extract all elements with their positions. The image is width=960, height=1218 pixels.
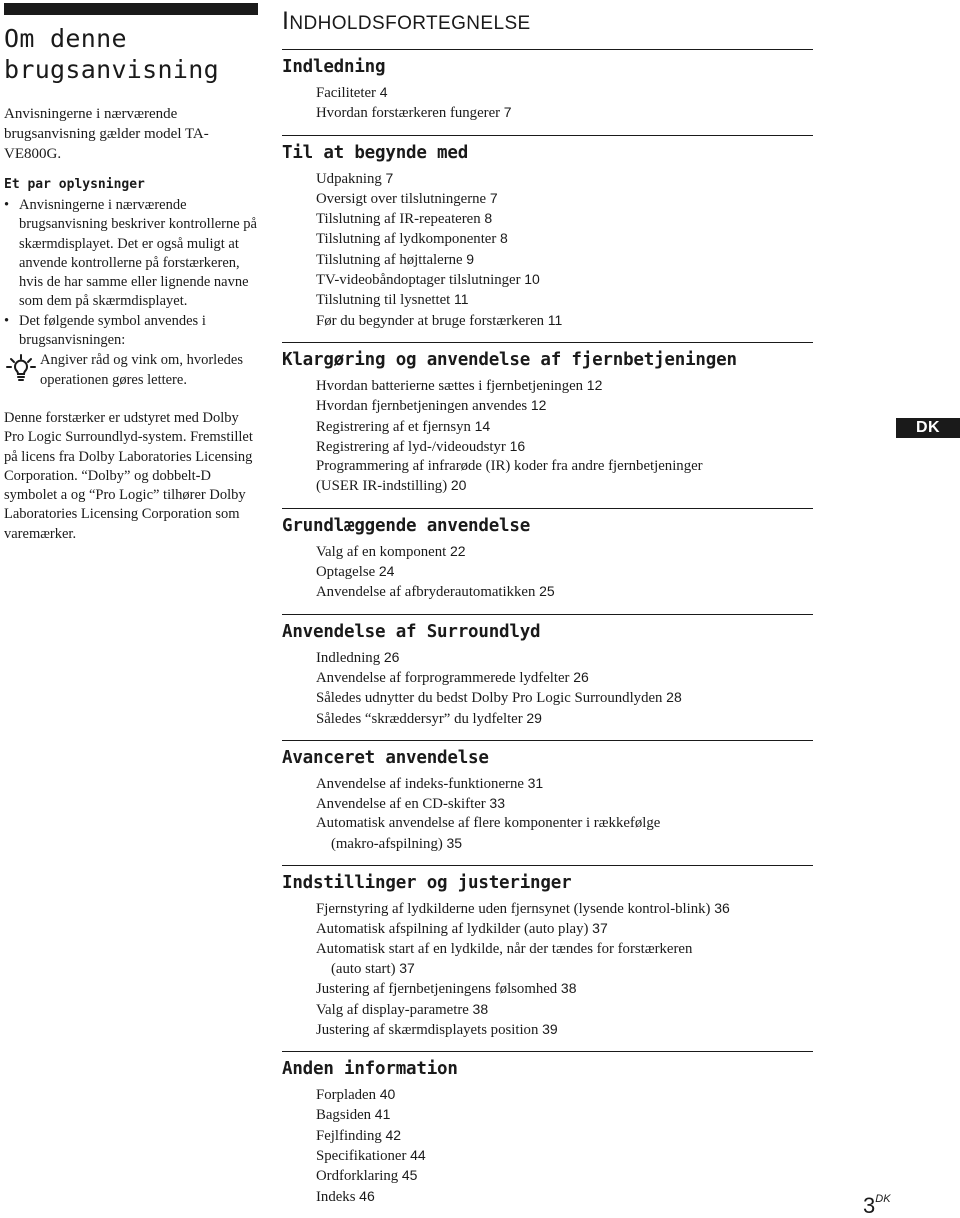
- toc-column: [282, 0, 813, 1207]
- toc-entry-title: Automatisk afspilning af lydkilder (auto play): [316, 921, 593, 938]
- toc-entries: [316, 774, 813, 854]
- toc-entry-title: Tilslutning af IR-repeateren: [316, 211, 485, 228]
- toc-entry-title: Registrering af lyd-/videoudstyr: [316, 438, 510, 455]
- toc-entry-title: Hvordan forstærkeren fungerer: [316, 105, 504, 122]
- toc-entry-page: 40: [379, 1086, 396, 1103]
- toc-entry-title: Indledning: [316, 649, 384, 666]
- toc-entry-page: 35: [446, 834, 463, 851]
- toc-entry-page: 8: [484, 210, 493, 227]
- toc-entry: [316, 899, 813, 919]
- section-heading: Klargøring og anvendelse af fjernbetjeningen: [282, 349, 737, 370]
- toc-entry-title: Anvendelse af forprogrammerede lydfelter: [316, 669, 574, 686]
- toc-entry: [316, 103, 813, 123]
- toc-entry: [316, 1126, 813, 1146]
- toc-entries: [316, 899, 813, 1040]
- toc-entry-title: (auto start): [331, 960, 400, 977]
- toc-entry-title: Automatisk anvendelse af flere komponenter i rækkefølge: [316, 815, 661, 832]
- section-heading: Indstillinger og justeringer: [282, 873, 572, 894]
- toc-entry: [316, 1105, 813, 1125]
- page-number-value: 3: [863, 1193, 876, 1218]
- toc-entry: [316, 1187, 813, 1207]
- tip-symbol-row: [4, 351, 258, 390]
- toc-entry-page: 25: [539, 583, 555, 600]
- toc-entry: [316, 1085, 813, 1105]
- title-line-2: brugsanvisning: [4, 55, 219, 84]
- toc-entry: [316, 562, 813, 582]
- toc-entry: [316, 270, 813, 290]
- toc-entry: [316, 417, 813, 437]
- toc-entry-page: 7: [489, 189, 498, 206]
- toc-entry-title: Ordforklaring: [316, 1168, 402, 1185]
- language-tab: DK: [896, 418, 960, 438]
- toc-entry-title: Faciliteter: [316, 85, 380, 101]
- page-title: [4, 23, 258, 85]
- toc-entry-title: Tilslutning af højttalerne: [316, 251, 467, 268]
- toc-entry-page: 33: [489, 795, 505, 812]
- toc-entry-page: 37: [592, 920, 608, 937]
- toc-entries: [316, 169, 813, 331]
- toc-entry-title: Optagelse: [316, 564, 379, 581]
- title-line-1: Om denne: [4, 24, 127, 53]
- toc-entry-title: Bagsiden: [316, 1107, 375, 1124]
- toc-section: [282, 342, 813, 497]
- toc-entry-title: Fjernstyring af lydkilderne uden fjernsynet (lysende kontrol-blink): [316, 901, 715, 918]
- toc-entry-title: Anvendelse af en CD-skifter: [316, 796, 490, 813]
- toc-entry-title: Tilslutning af lydkomponenter: [316, 231, 500, 248]
- toc-entry: [316, 476, 813, 496]
- toc-entry-page: 12: [530, 397, 547, 414]
- toc-entry-title: Før du begynder at bruge forstærkeren: [316, 312, 548, 329]
- toc-entry-title: Oversigt over tilslutningerne: [316, 190, 490, 207]
- toc-entry: [316, 229, 813, 249]
- toc-section: [282, 865, 813, 1040]
- toc-entry: [316, 709, 813, 729]
- title-bar: [4, 3, 258, 15]
- section-heading: Anden information: [282, 1059, 458, 1080]
- toc-entry-page: 38: [560, 980, 577, 997]
- toc-entry-title: Justering af skærmdisplayets position: [316, 1021, 543, 1038]
- notes-heading: Et par oplysninger: [4, 177, 145, 192]
- toc-entry: [316, 250, 813, 270]
- toc-entry-page: 20: [450, 477, 467, 494]
- toc-section: [282, 135, 813, 331]
- toc-entry-page: 45: [401, 1167, 418, 1184]
- toc-entry-page: 38: [472, 1000, 489, 1017]
- toc-entry: [316, 648, 813, 668]
- toc-entry: [316, 1146, 813, 1166]
- toc-section: [282, 1051, 813, 1207]
- toc-section: [282, 49, 813, 124]
- toc-title-rest: NDHOLDSFORTEGNELSE: [289, 13, 531, 34]
- section-heading: Grundlæggende anvendelse: [282, 515, 531, 536]
- toc-entry: [316, 1020, 813, 1040]
- toc-entries: [316, 376, 813, 497]
- toc-entry: [316, 437, 813, 457]
- toc-entry: [316, 688, 813, 708]
- toc-entry-page: 16: [509, 437, 526, 454]
- toc-entry-page: 12: [586, 376, 603, 393]
- toc-title: [282, 6, 813, 39]
- toc-entry-page: 41: [374, 1106, 391, 1123]
- toc-entries: [316, 1085, 813, 1207]
- toc-entry-title: Anvendelse af indeks-funktionerne: [316, 775, 528, 792]
- toc-entry-title: Automatisk start af en lydkilde, når der tændes for forstærkeren: [316, 940, 693, 957]
- toc-entry-title: Specifikationer: [316, 1147, 411, 1164]
- toc-entry-title: Valg af en komponent: [316, 543, 450, 560]
- toc-entry: [316, 794, 813, 814]
- toc-entries: [316, 83, 813, 124]
- toc-entry: [316, 542, 813, 562]
- toc-entry: [316, 209, 813, 229]
- tip-text: Angiver råd og vink om, hvorledes operationen gøres lettere.: [40, 352, 243, 388]
- toc-entry-page: 11: [454, 291, 469, 308]
- section-heading: Til at begynde med: [282, 142, 469, 163]
- toc-entry: [316, 1000, 813, 1020]
- toc-section: [282, 614, 813, 729]
- toc-entry: [316, 940, 813, 959]
- toc-entry: [316, 1166, 813, 1186]
- toc-entry-title: Indeks: [316, 1188, 360, 1205]
- toc-entry: [316, 774, 813, 794]
- toc-entry-title: (makro-afspilning): [331, 835, 447, 852]
- toc-entry-title: Tilslutning til lysnettet: [316, 292, 454, 309]
- toc-entry-title: Registrering af et fjernsyn: [316, 418, 475, 435]
- toc-entry-page: 8: [500, 230, 508, 247]
- toc-entry-title: Udpakning: [316, 170, 386, 187]
- toc-entry: [316, 582, 813, 602]
- page-number-suffix: DK: [875, 1193, 891, 1205]
- toc-entry-title: Således “skræddersyr” du lydfelter: [316, 710, 527, 727]
- toc-entry: [316, 169, 813, 189]
- toc-entry-page: 24: [378, 563, 395, 580]
- toc-entry: [316, 311, 813, 331]
- toc-entry-page: 10: [524, 271, 540, 288]
- toc-entry: [316, 959, 813, 979]
- toc-entry: [316, 83, 813, 103]
- toc-section: [282, 740, 813, 854]
- toc-entry: [316, 376, 813, 396]
- toc-entry-page: 44: [410, 1146, 426, 1163]
- toc-entry-page: 42: [385, 1126, 402, 1143]
- toc-entry-page: 29: [526, 709, 542, 726]
- toc-entry-page: 9: [466, 250, 475, 267]
- section-heading: Avanceret anvendelse: [282, 747, 489, 768]
- toc-entry-title: Programmering af infrarøde (IR) koder fra andre fjernbetjeninger: [316, 458, 703, 475]
- toc-entry-title: Anvendelse af afbryderautomatikken: [316, 584, 540, 601]
- toc-entry: [316, 834, 813, 854]
- toc-entry-page: 7: [385, 169, 394, 186]
- toc-entries: [316, 542, 813, 603]
- toc-entry-page: 11: [547, 311, 563, 328]
- toc-entry-page: 14: [474, 417, 491, 434]
- toc-section: [282, 508, 813, 603]
- toc-entry-page: 7: [503, 104, 512, 121]
- page-number: [863, 1187, 891, 1218]
- toc-entry-page: 36: [714, 900, 730, 917]
- toc-entry-title: Således udnytter du bedst Dolby Pro Logic Surroundlyden: [316, 690, 667, 707]
- toc-entry: [316, 290, 813, 310]
- toc-entry-title: Fejlfinding: [316, 1127, 386, 1144]
- toc-entry: [316, 668, 813, 688]
- toc-entry-page: 37: [399, 959, 415, 976]
- toc-entry-title: TV-videobåndoptager tilslutninger: [316, 272, 525, 289]
- toc-entries: [316, 648, 813, 729]
- toc-entry-page: 31: [527, 774, 544, 791]
- toc-entry: [316, 979, 813, 999]
- toc-entry-title: Justering af fjernbetjeningens følsomhed: [316, 981, 561, 998]
- lightbulb-icon: [6, 353, 36, 383]
- toc-entry-title: Forpladen: [316, 1087, 380, 1104]
- toc-entry-page: 28: [666, 689, 682, 706]
- toc-entry-title: (USER IR-indstilling): [316, 478, 451, 495]
- note-bullet-2: • Det følgende symbol anvendes i brugsanvisningen:: [4, 312, 258, 351]
- notes-list: [4, 196, 258, 350]
- toc-entry-title: Hvordan batterierne sættes i fjernbetjeningen: [316, 377, 587, 394]
- toc-entry: [316, 457, 813, 476]
- section-heading: Indledning: [282, 57, 386, 77]
- section-heading: Anvendelse af Surroundlyd: [282, 621, 541, 642]
- toc-entry: [316, 814, 813, 833]
- left-column: [4, 0, 258, 544]
- toc-entry-title: Valg af display-parametre: [316, 1001, 473, 1018]
- toc-entry: [316, 396, 813, 416]
- toc-entry-title: Hvordan fjernbetjeningen anvendes: [316, 398, 531, 415]
- toc-title-initial: I: [282, 7, 290, 35]
- note-bullet-1: • Anvisningerne i nærværende brugsanvisning beskriver kontrollerne på skærmdisplayet. Det er også muligt at anvende kontrollerne på forstærkeren, hvis de har samme eller lignende navne som dem på skærmdisplayet.: [4, 196, 258, 312]
- toc-entry-page: 26: [383, 648, 400, 665]
- toc-entry: [316, 919, 813, 939]
- dolby-paragraph: Denne forstærker er udstyret med Dolby Pro Logic Surroundlyd-system. Fremstillet på licens fra Dolby Laboratories Licensing Corporation. “Dolby” og dobbelt-D symbolet a og “Pro Logic” tilhører Dolby Laboratories Licensing Corporation som varemærker.: [4, 409, 253, 542]
- toc-entry-page: 46: [359, 1187, 375, 1204]
- toc-entry-page: 39: [542, 1020, 558, 1037]
- toc-entry: [316, 189, 813, 209]
- toc-entry-page: 22: [449, 542, 466, 559]
- toc-sections: [282, 49, 813, 1207]
- toc-entry-page: 26: [573, 668, 589, 685]
- intro-text: Anvisningerne i nærværende brugsanvisning gælder model TA-VE800G.: [4, 106, 209, 162]
- toc-entry-page: 4: [379, 84, 388, 100]
